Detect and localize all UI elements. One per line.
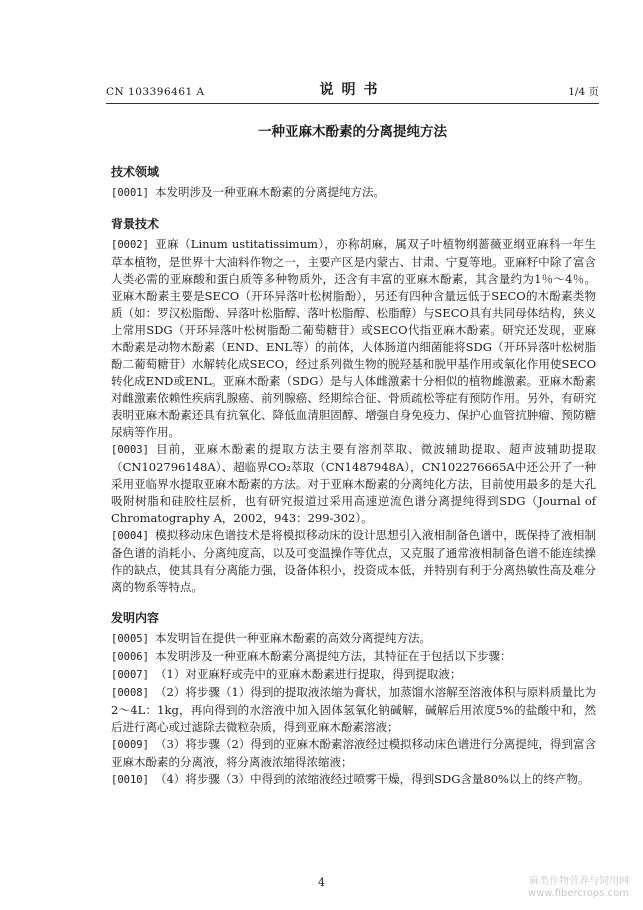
paragraph-text: （1）对亚麻籽或壳中的亚麻木酚素进行提取，得到提取液； xyxy=(155,667,462,681)
paragraph-0002 xyxy=(111,236,596,441)
paragraph-number: [0009] xyxy=(111,739,149,751)
page-number: 4 xyxy=(318,876,325,889)
watermark-line2: www.fibercrops.com xyxy=(527,888,629,899)
paragraph-number: [0004] xyxy=(111,530,149,542)
paragraph-number: [0002] xyxy=(111,239,149,251)
section-heading: 发明内容 xyxy=(111,611,160,625)
paragraph-number: [0003] xyxy=(111,444,149,456)
patent-number: CN 103396461 A xyxy=(106,86,205,98)
section-heading: 技术领域 xyxy=(111,165,160,179)
paragraph-text: 本发明涉及一种亚麻木酚素的分离提纯方法。 xyxy=(155,185,385,199)
paragraph-text: 本发明旨在提供一种亚麻木酚素的高效分离提纯方法。 xyxy=(155,631,431,645)
paragraph-0010 xyxy=(111,771,596,789)
paragraph-text: 目前，亚麻木酚素的提取方法主要有溶剂萃取、微波辅助提取、超声波辅助提取（CN102796148A）、超临界CO₂萃取（CN1487948A），CN102276665A中还公开了一种采用亚临界水提取亚麻木酚素的方法。对于亚麻木酚素的分离纯化方法，目前使用最多的是大孔吸附树脂和硅胶柱层析，也有研究报道过采用高速逆流色谱分离提纯得到SDG（Journal of Chromatography A，2002，943：299-302）。 xyxy=(111,442,596,525)
paragraph-number: [0008] xyxy=(111,687,149,699)
page-header xyxy=(106,82,599,102)
watermark-line1: 麻类作物营养与饲用网 xyxy=(529,876,629,887)
paragraph-text: 本发明涉及一种亚麻木酚素分离提纯方法，其特征在于包括以下步骤： xyxy=(155,649,512,663)
document-body xyxy=(111,164,596,803)
document-type: 说明书 xyxy=(319,82,386,98)
paragraph-number: [0010] xyxy=(111,774,149,786)
paragraph-text: （4）将步骤（3）中得到的浓缩液经过喷雾干燥，得到SDG含量80%以上的终产物。 xyxy=(155,772,590,786)
paragraph-0008 xyxy=(111,684,596,736)
page-info: 1/4 页 xyxy=(568,86,599,98)
section-heading: 背景技术 xyxy=(111,217,160,231)
paragraph-text: 模拟移动床色谱技术是将模拟移动床的设计思想引入液相制备色谱中，既保持了液相制备色谱的消耗小、分离纯度高，以及可变温操作等优点，又克服了通常液相制备色谱不能连续操作的缺点，使其具有分离能力强，设备体积小，投资成本低，并特别有利于分离热敏性高及难分离的物系等特点。 xyxy=(111,528,596,594)
paragraph-0005 xyxy=(111,630,596,648)
header-rule xyxy=(106,103,599,104)
paragraph-0001 xyxy=(111,184,596,202)
paragraph-text: （2）将步骤（1）得到的提取液浓缩为膏状，加蒸馏水溶解至溶液体积与原料质量比为2～4L：1kg，再向得到的水溶液中加入固体氢氧化钠碱解，碱解后用浓度5%的盐酸中和，然后进行离心或过滤除去微粒杂质，得到亚麻木酚素溶液； xyxy=(111,685,596,734)
paragraph-0007 xyxy=(111,666,596,684)
section-background xyxy=(111,216,596,596)
section-summary xyxy=(111,610,596,789)
paragraph-number: [0001] xyxy=(111,187,149,199)
paragraph-number: [0005] xyxy=(111,633,149,645)
paragraph-0003 xyxy=(111,441,596,527)
paragraph-number: [0006] xyxy=(111,651,149,663)
watermark xyxy=(528,876,629,900)
paragraph-0009 xyxy=(111,736,596,771)
paragraph-text: 亚麻（Linum ustitatissimum），亦称胡麻，属双子叶植物纲蔷薇亚纲亚麻科一年生草本植物，是世界十大油料作物之一，主要产区是内蒙古、甘肃、宁夏等地。亚麻籽中除了富含人类必需的亚麻酸和蛋白质等多种物质外，还含有丰富的亚麻木酚素，其含量约为1％～4％。亚麻木酚素主要是SECO（开环异落叶松树脂酚），另还有四种含量远低于SECO的木酚素类物质（如：罗汉松脂酚、异落叶松脂醇、落叶松脂醇、松脂醇）与SECO具有共同母体结构，狭义上常用SDG（开环异落叶松树脂酚二葡萄糖苷）或SECO代指亚麻木酚素。研究还发现，亚麻木酚素是动物木酚素（END、ENL等）的前体，人体肠道内细菌能将SDG（开环异落叶松树脂酚二葡萄糖苷）水解转化成SECO，经过系列微生物的脱羟基和脱甲基作用或氧化作用使SECO转化成END或ENL。亚麻木酚素（SDG）是与人体雌激素十分相似的植物雌激素。亚麻木酚素对雌激素依赖性疾病乳腺癌、前列腺癌、经期综合征、骨质疏松等症有预防作用。另外，有研究表明亚麻木酚素还具有抗氧化、降低血清胆固醇、增强自身免疫力、保护心血管抗肿瘤、预防糖尿病等作用。 xyxy=(111,237,596,439)
document-title: 一种亚麻木酚素的分离提纯方法 xyxy=(258,124,447,140)
paragraph-text: （3）将步骤（2）得到的亚麻木酚素溶液经过模拟移动床色谱进行分离提纯，得到富含亚麻木酚素的分离液，将分离液浓缩得浓缩液； xyxy=(111,737,596,769)
paragraph-number: [0007] xyxy=(111,669,149,681)
section-technical-field xyxy=(111,164,596,202)
paragraph-0004 xyxy=(111,527,596,596)
paragraph-0006 xyxy=(111,648,596,666)
